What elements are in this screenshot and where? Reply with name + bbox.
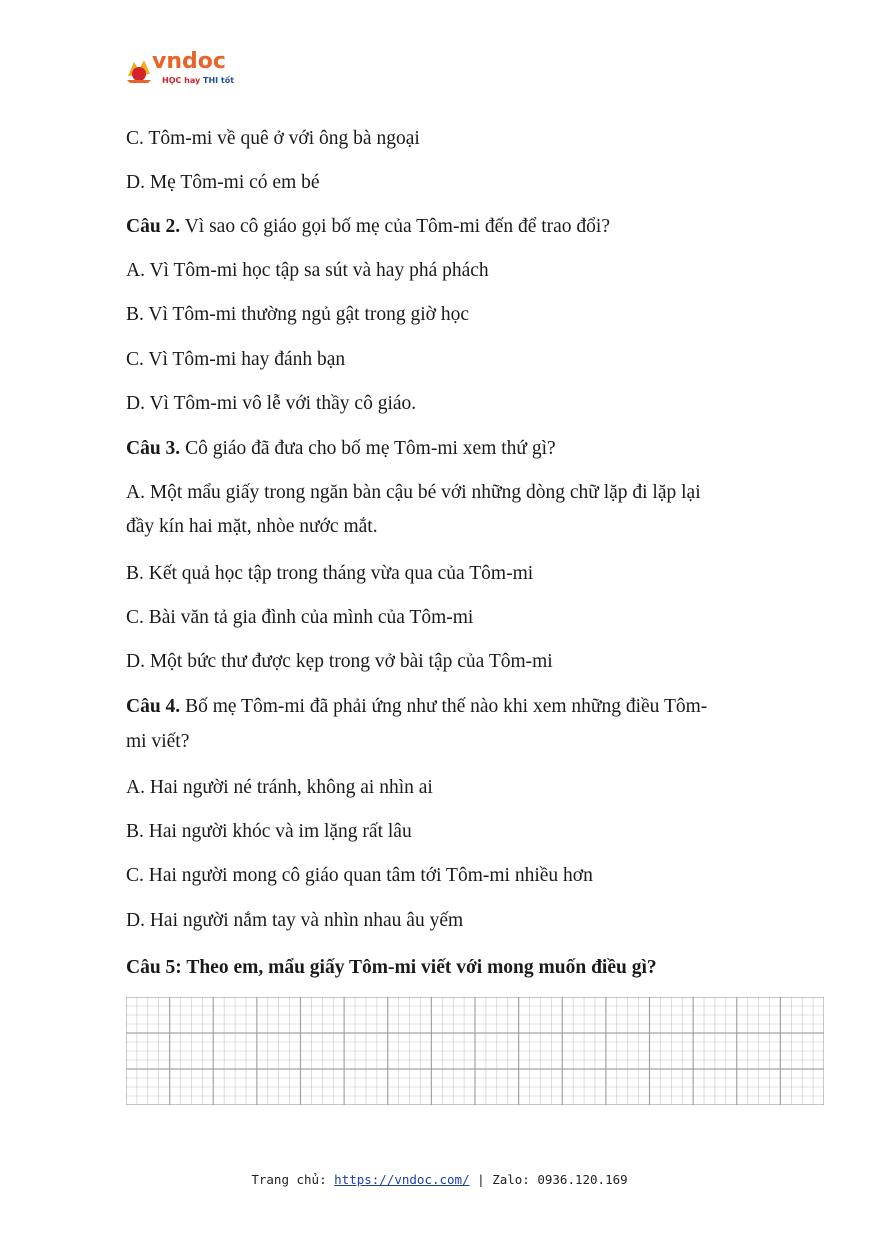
brand-tagline: HỌC hay THI tốt (162, 76, 235, 85)
question-label: Câu 3. (126, 438, 181, 459)
line-text: C. Bài văn tả gia đình của mình của Tôm-mi (126, 607, 474, 628)
text-line (126, 254, 489, 288)
text-line (126, 122, 420, 156)
text-line (126, 601, 473, 635)
question-label: Câu 4. (126, 696, 181, 717)
brand-name: vndoc (152, 49, 226, 74)
text-line (126, 210, 610, 244)
line-text: đầy kín hai mặt, nhòe nước mắt. (126, 516, 378, 537)
homepage-link[interactable]: https://vndoc.com/ (334, 1172, 470, 1187)
text-line (126, 476, 701, 510)
writing-grid (126, 997, 824, 1105)
question-label: Câu 2. (126, 216, 181, 237)
line-text: Vì sao cô giáo gọi bố mẹ của Tôm-mi đến để trao đổi? (180, 216, 610, 237)
line-text: Cô giáo đã đưa cho bố mẹ Tôm-mi xem thứ gì? (180, 438, 556, 459)
text-line (126, 859, 593, 893)
line-text: B. Vì Tôm-mi thường ngủ gật trong giờ học (126, 304, 470, 325)
text-line (126, 387, 416, 421)
line-text: C. Vì Tôm-mi hay đánh bạn (126, 349, 346, 370)
line-text: C. Tôm-mi về quê ở với ông bà ngoại (126, 128, 420, 149)
text-line (126, 298, 469, 332)
line-text: B. Kết quả học tập trong tháng vừa qua của Tôm-mi (126, 563, 534, 584)
vndoc-logo[interactable] (124, 50, 244, 90)
text-line (126, 510, 378, 544)
line-text: A. Một mẩu giấy trong ngăn bàn cậu bé với những dòng chữ lặp đi lặp lại (126, 482, 701, 503)
line-text: A. Hai người né tránh, không ai nhìn ai (126, 777, 433, 798)
line-text: mi viết? (126, 731, 190, 752)
line-text: A. Vì Tôm-mi học tập sa sút và hay phá phách (126, 260, 489, 281)
text-line (126, 725, 189, 759)
line-text: D. Hai người nắm tay và nhìn nhau âu yếm (126, 910, 464, 931)
text-line (126, 904, 463, 938)
line-text: Bố mẹ Tôm-mi đã phải ứng như thế nào khi xem những điều Tôm- (180, 696, 708, 717)
text-line (126, 166, 320, 200)
text-line (126, 432, 556, 466)
line-text: B. Hai người khóc và im lặng rất lâu (126, 821, 412, 842)
text-line (126, 343, 345, 377)
footer-zalo: Zalo: 0936.120.169 (492, 1172, 628, 1187)
brand-mascot-icon (124, 54, 154, 84)
line-text: D. Một bức thư được kẹp trong vở bài tập của Tôm-mi (126, 651, 553, 672)
line-text: D. Vì Tôm-mi vô lễ với thầy cô giáo. (126, 393, 417, 414)
text-line (126, 645, 553, 679)
text-line (126, 771, 433, 805)
text-line (126, 815, 412, 849)
page-footer (0, 1172, 879, 1187)
text-line (126, 557, 533, 591)
question-5-heading: Câu 5: Theo em, mẩu giấy Tôm-mi viết với mong muốn điều gì? (126, 957, 657, 978)
line-text: D. Mẹ Tôm-mi có em bé (126, 172, 320, 193)
footer-separator: | (469, 1172, 493, 1187)
footer-label: Trang chủ: (251, 1172, 335, 1187)
text-line (126, 690, 707, 724)
line-text: C. Hai người mong cô giáo quan tâm tới Tôm-mi nhiều hơn (126, 865, 593, 886)
